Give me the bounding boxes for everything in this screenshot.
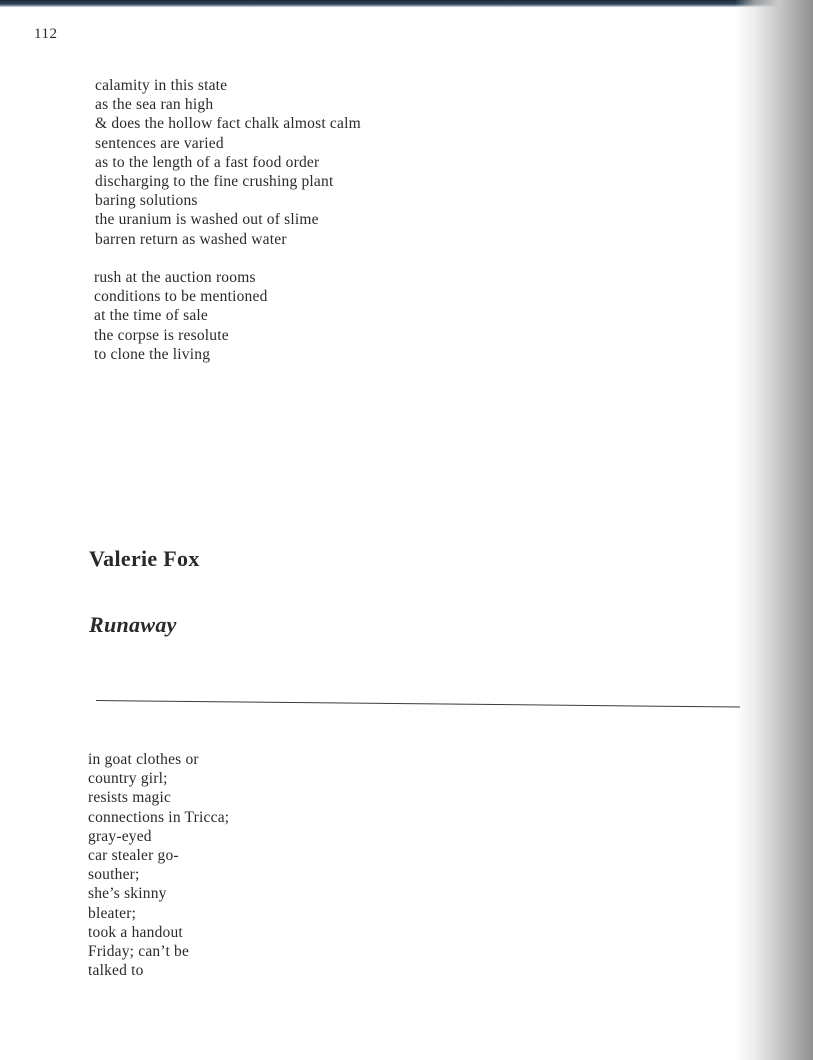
poem-line: to clone the living <box>94 345 211 363</box>
poem-line: connections in Tricca; <box>88 808 230 826</box>
poem-line: sentences are varied <box>95 134 224 152</box>
poem-line: resists magic <box>88 789 172 807</box>
poem-line: the uranium is washed out of slime <box>95 211 319 229</box>
poem-line: car stealer go- <box>88 847 179 865</box>
book-top-edge <box>0 0 813 7</box>
runaway-poem-body <box>88 750 229 980</box>
poem-line: barren return as washed water <box>95 230 287 248</box>
poem-line: as the sea ran high <box>95 96 214 114</box>
poem-line: talked to <box>88 962 144 980</box>
poem-stanza-2 <box>94 268 268 364</box>
poem-line: baring solutions <box>95 192 198 210</box>
poem-line: in goat clothes or <box>88 751 199 768</box>
poem-line: gray-eyed <box>88 827 152 845</box>
poem-line: calamity in this state <box>95 77 228 94</box>
poem-line: country girl; <box>88 770 168 788</box>
page-number: 112 <box>34 26 58 42</box>
poem-line: the corpse is resolute <box>94 326 229 344</box>
poem-line: discharging to the fine crushing plant <box>95 173 334 191</box>
title-divider-rule <box>96 700 740 708</box>
poem-line: conditions to be mentioned <box>94 288 268 306</box>
poem-line: bleater; <box>88 904 137 922</box>
author-name: Valerie Fox <box>89 546 200 571</box>
poem-line: took a handout <box>88 923 183 941</box>
poem-line: souther; <box>88 866 140 884</box>
poem-title: Runaway <box>89 612 177 637</box>
poem-line: rush at the auction rooms <box>94 269 256 286</box>
poem-line: & does the hollow fact chalk almost calm <box>95 115 361 133</box>
book-binding-shadow <box>735 0 813 1060</box>
poem-stanza-1 <box>95 76 361 249</box>
poem-line: Friday; can’t be <box>88 943 190 961</box>
poem-line: as to the length of a fast food order <box>95 153 320 171</box>
poem-line: at the time of sale <box>94 307 208 325</box>
poem-line: she’s skinny <box>88 885 167 903</box>
